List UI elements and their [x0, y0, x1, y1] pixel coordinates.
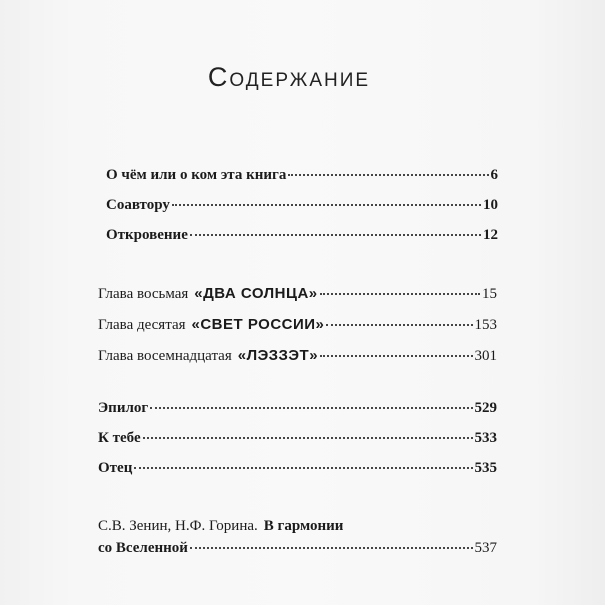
appendix-title-line2: со Вселенной	[98, 540, 188, 556]
appendix-authors: С.В. Зенин, Н.Ф. Горина.	[98, 518, 258, 534]
toc-entry-label	[98, 347, 318, 365]
toc-entry-page: 153	[474, 317, 497, 333]
toc-entry-label	[98, 316, 324, 334]
toc-entry-page: 10	[483, 197, 498, 213]
toc-entry-chapter-8	[98, 285, 497, 303]
toc-entry-label	[98, 285, 318, 303]
chapter-prefix: Глава восьмая	[98, 286, 189, 302]
toc-entry-page: 6	[490, 167, 498, 183]
toc-entry-label: К тебе	[98, 430, 141, 446]
dot-leader	[134, 467, 472, 469]
toc-entry-label: Отец	[98, 460, 133, 476]
chapter-prefix: Глава восемнадцатая	[98, 348, 232, 364]
toc-entry-intro-3	[106, 227, 498, 244]
dot-leader	[190, 547, 473, 549]
toc-entry-intro-2	[106, 197, 498, 214]
dot-leader	[190, 234, 481, 236]
toc-entry-epilogue	[98, 400, 497, 417]
toc-entry-page: 15	[482, 286, 497, 302]
dot-leader	[320, 355, 472, 357]
toc-entry-page: 301	[474, 348, 497, 364]
toc-entry-label	[98, 518, 343, 535]
toc-entry-page: 535	[474, 460, 497, 476]
dot-leader	[288, 174, 488, 176]
toc-entry-to-you	[98, 430, 497, 447]
chapter-name: «ЛЭЗЗЭТ»	[237, 347, 319, 364]
toc-entry-page: 529	[474, 400, 497, 416]
dot-leader	[150, 407, 472, 409]
toc-entry-chapter-10	[98, 316, 497, 334]
toc-entry-label: Соавтору	[106, 197, 170, 213]
chapter-prefix: Глава десятая	[98, 317, 186, 333]
toc-entry-appendix-line2	[98, 540, 497, 557]
chapter-name: «СВЕТ РОССИИ»	[191, 316, 325, 333]
chapter-name: «ДВА СОЛНЦА»	[194, 285, 318, 302]
dot-leader	[143, 437, 473, 439]
toc-entry-label: О чём или о ком эта книга	[106, 167, 287, 183]
toc-entry-page: 12	[483, 227, 498, 243]
dot-leader	[172, 204, 481, 206]
toc-entry-page: 537	[474, 540, 497, 556]
toc-entry-label: Эпилог	[98, 400, 149, 416]
page-title: Содержание	[207, 62, 371, 92]
toc-entry-appendix-line1	[98, 518, 497, 535]
toc-entry-chapter-18	[98, 347, 497, 365]
toc-entry-label: Откровение	[106, 227, 188, 243]
dot-leader	[320, 293, 480, 295]
appendix-title-line1: В гармонии	[263, 518, 344, 534]
toc-entry-page: 533	[474, 430, 497, 446]
toc-entry-intro-1	[106, 167, 498, 184]
dot-leader	[326, 324, 472, 326]
toc-entry-father	[98, 460, 497, 477]
